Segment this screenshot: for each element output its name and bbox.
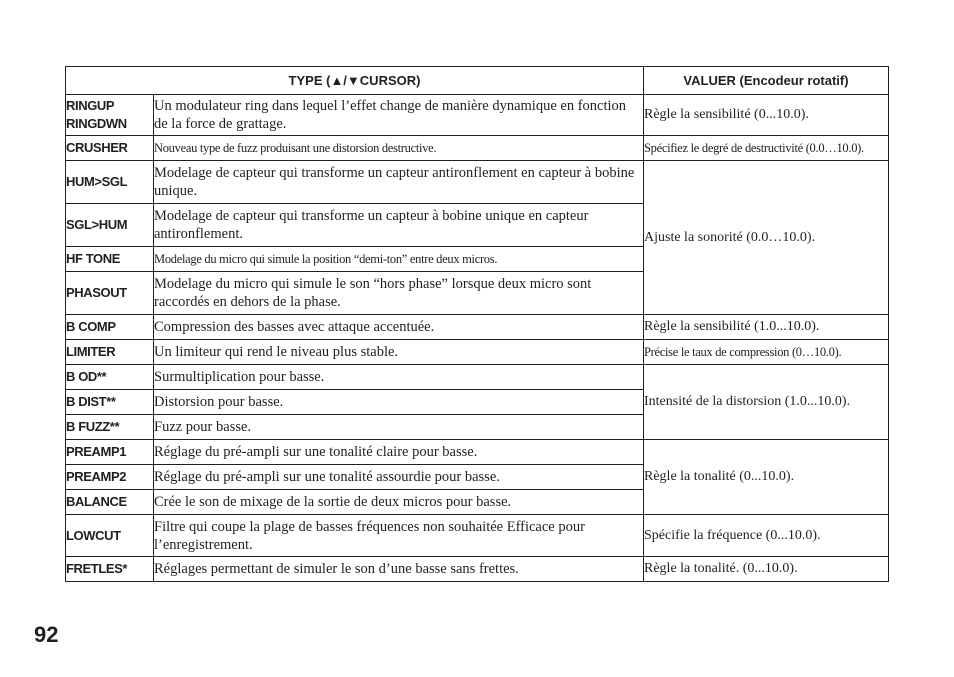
table-row xyxy=(66,315,889,340)
value-column-header: VALUER (Encodeur rotatif) xyxy=(644,67,889,95)
effect-description: Nouveau type de fuzz produisant une distorsion destructive. xyxy=(154,136,644,161)
effect-name-ringup: RINGUP xyxy=(66,98,115,113)
effect-name: PREAMP2 xyxy=(66,465,154,490)
table-header-row xyxy=(66,67,889,95)
type-column-header: TYPE (▲/▼CURSOR) xyxy=(66,67,644,95)
effect-name: PREAMP1 xyxy=(66,440,154,465)
effect-value: Règle la sensibilité (1.0...10.0). xyxy=(644,315,889,340)
effect-name: B OD** xyxy=(66,365,154,390)
effect-value: Règle la sensibilité (0...10.0). xyxy=(644,95,889,136)
effect-description: Modelage de capteur qui transforme un capteur à bobine unique en capteur antironflement. xyxy=(154,204,644,247)
effect-description: Un modulateur ring dans lequel l’effet change de manière dynamique en fonction de la force de grattage. xyxy=(154,95,644,136)
effect-name: B DIST** xyxy=(66,390,154,415)
effect-value: Ajuste la sonorité (0.0…10.0). xyxy=(644,161,889,315)
effect-description: Réglage du pré-ampli sur une tonalité claire pour basse. xyxy=(154,440,644,465)
effect-value: Règle la tonalité. (0...10.0). xyxy=(644,557,889,582)
table-row xyxy=(66,340,889,365)
effect-name: FRETLES* xyxy=(66,557,154,582)
table-row xyxy=(66,136,889,161)
table-row xyxy=(66,95,889,136)
effect-description: Réglages permettant de simuler le son d’une basse sans frettes. xyxy=(154,557,644,582)
effect-description: Surmultiplication pour basse. xyxy=(154,365,644,390)
effect-description: Réglage du pré-ampli sur une tonalité assourdie pour basse. xyxy=(154,465,644,490)
effect-name: LOWCUT xyxy=(66,515,154,557)
effect-description: Crée le son de mixage de la sortie de deux micros pour basse. xyxy=(154,490,644,515)
effect-description: Modelage du micro qui simule la position “demi-ton” entre deux micros. xyxy=(154,247,644,272)
effect-description: Fuzz pour basse. xyxy=(154,415,644,440)
table-row xyxy=(66,365,889,390)
effect-value: Spécifiez le degré de destructivité (0.0…10.0). xyxy=(644,136,889,161)
effect-description: Un limiteur qui rend le niveau plus stable. xyxy=(154,340,644,365)
table-row xyxy=(66,557,889,582)
table-row xyxy=(66,515,889,557)
effect-description: Modelage de capteur qui transforme un capteur antironflement en capteur à bobine unique. xyxy=(154,161,644,204)
effect-name: SGL>HUM xyxy=(66,204,154,247)
effect-name xyxy=(66,95,154,136)
effects-table xyxy=(65,66,889,582)
effect-description: Modelage du micro qui simule le son “hors phase” lorsque deux micro sont raccordés en dehors de la phase. xyxy=(154,272,644,315)
effect-name: HF TONE xyxy=(66,247,154,272)
effect-name: B FUZZ** xyxy=(66,415,154,440)
effect-description: Filtre qui coupe la plage de basses fréquences non souhaitée Efficace pour l’enregistrement. xyxy=(154,515,644,557)
effect-name: HUM>SGL xyxy=(66,161,154,204)
effect-name: PHASOUT xyxy=(66,272,154,315)
effect-description: Distorsion pour basse. xyxy=(154,390,644,415)
effect-value: Précise le taux de compression (0…10.0). xyxy=(644,340,889,365)
effect-value: Spécifie la fréquence (0...10.0). xyxy=(644,515,889,557)
effect-value: Règle la tonalité (0...10.0). xyxy=(644,440,889,515)
table-row xyxy=(66,440,889,465)
effect-name: BALANCE xyxy=(66,490,154,515)
effect-name: LIMITER xyxy=(66,340,154,365)
effect-name: B COMP xyxy=(66,315,154,340)
effect-description: Compression des basses avec attaque accentuée. xyxy=(154,315,644,340)
page-number: 92 xyxy=(34,622,59,647)
effect-value: Intensité de la distorsion (1.0...10.0). xyxy=(644,365,889,440)
effect-name: CRUSHER xyxy=(66,136,154,161)
effect-name-ringdwn: RINGDWN xyxy=(66,116,127,131)
table-row xyxy=(66,161,889,204)
